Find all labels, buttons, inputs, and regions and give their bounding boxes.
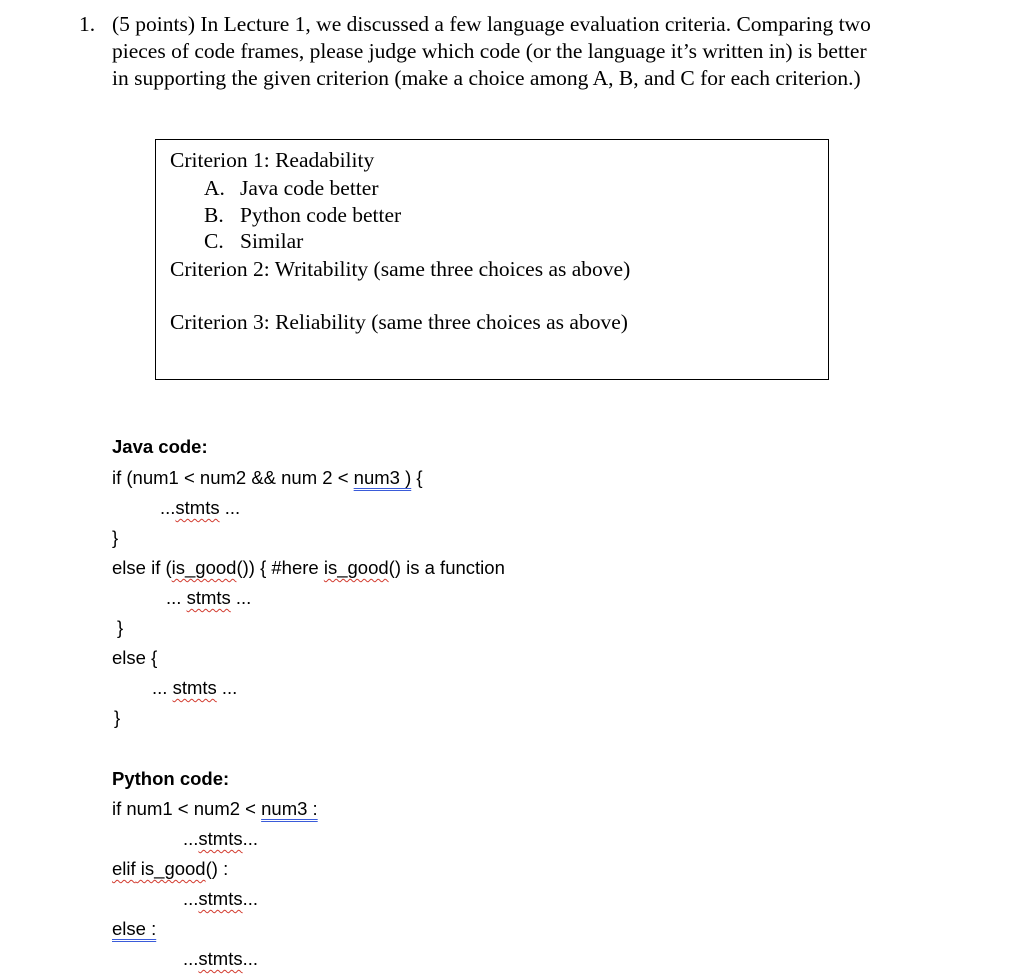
java-stmts-2-word: stmts xyxy=(186,587,231,608)
python-heading: Python code: xyxy=(112,768,230,789)
java-stmts-1-word: stmts xyxy=(175,497,220,518)
java-close-2: } xyxy=(117,617,124,638)
question-line-2: pieces of code frames, please judge which code (or the language it’s written in) is better xyxy=(112,39,867,63)
java-line-if xyxy=(112,467,423,489)
question-number: 1. xyxy=(79,12,96,36)
python-stmts-1-post: ... xyxy=(242,828,259,849)
java-stmts-2 xyxy=(166,587,251,609)
choice-a-text: Java code better xyxy=(240,176,379,200)
python-stmts-3 xyxy=(183,948,258,970)
criterion-3-title: Criterion 3: Reliability (same three choices as above) xyxy=(170,310,628,334)
java-stmts-3-pre: ... xyxy=(152,677,173,698)
java-stmts-3-post: ... xyxy=(216,677,238,698)
python-if-num3: num3 : xyxy=(261,798,318,819)
python-stmts-2-post: ... xyxy=(242,888,259,909)
java-elseif-a: else if ( xyxy=(112,557,172,578)
java-elseif-isgood: is_good xyxy=(171,557,237,578)
python-if-text: if num1 < num2 < xyxy=(112,798,262,819)
java-heading: Java code: xyxy=(112,436,208,457)
java-stmts-1 xyxy=(160,497,240,519)
java-line-else-if xyxy=(112,557,505,579)
python-stmts-2-pre: ... xyxy=(183,888,199,909)
choice-b-letter: B. xyxy=(204,203,224,227)
question-line-3: in supporting the given criterion (make a choice among A, B, and C for each criterion.) xyxy=(112,66,861,90)
java-stmts-3-word: stmts xyxy=(172,677,217,698)
python-else-text: else : xyxy=(112,918,157,939)
python-elif-tail: () : xyxy=(205,858,229,879)
python-elif-keyword: elif xyxy=(112,858,136,879)
java-if-brace: { xyxy=(411,467,423,488)
java-close-3: } xyxy=(114,707,121,728)
choice-b-text: Python code better xyxy=(240,203,402,227)
java-else: else { xyxy=(112,647,158,668)
python-line-if xyxy=(112,798,318,820)
java-stmts-3 xyxy=(152,677,237,699)
choice-a-letter: A. xyxy=(204,176,225,200)
java-elseif-e: () is a function xyxy=(388,557,505,578)
python-stmts-2 xyxy=(183,888,258,910)
question-line-1: (5 points) In Lecture 1, we discussed a few language evaluation criteria. Comparing two xyxy=(112,12,871,36)
choice-c-letter: C. xyxy=(204,229,224,253)
java-stmts-2-pre: ... xyxy=(166,587,187,608)
java-stmts-1-pre: ... xyxy=(160,497,176,518)
python-else xyxy=(112,918,156,940)
java-stmts-1-post: ... xyxy=(219,497,241,518)
java-elseif-isgood-2: is_good xyxy=(323,557,389,578)
python-stmts-3-pre: ... xyxy=(183,948,199,969)
java-elseif-c: ()) { #here xyxy=(236,557,324,578)
criterion-1-title: Criterion 1: Readability xyxy=(170,148,375,172)
python-stmts-1-pre: ... xyxy=(183,828,199,849)
python-elif xyxy=(112,858,228,880)
criterion-2-title: Criterion 2: Writability (same three choices as above) xyxy=(170,257,631,281)
python-stmts-1 xyxy=(183,828,258,850)
java-stmts-2-post: ... xyxy=(230,587,252,608)
java-if-num3: num3 ) xyxy=(353,467,412,488)
java-if-text: if (num1 < num2 && num 2 < xyxy=(112,467,354,488)
java-close-1: } xyxy=(112,527,119,548)
python-stmts-3-post: ... xyxy=(242,948,259,969)
python-elif-isgood: is_good xyxy=(135,858,206,879)
python-stmts-3-word: stmts xyxy=(198,948,243,969)
choice-c-text: Similar xyxy=(240,229,304,253)
python-stmts-1-word: stmts xyxy=(198,828,243,849)
python-stmts-2-word: stmts xyxy=(198,888,243,909)
